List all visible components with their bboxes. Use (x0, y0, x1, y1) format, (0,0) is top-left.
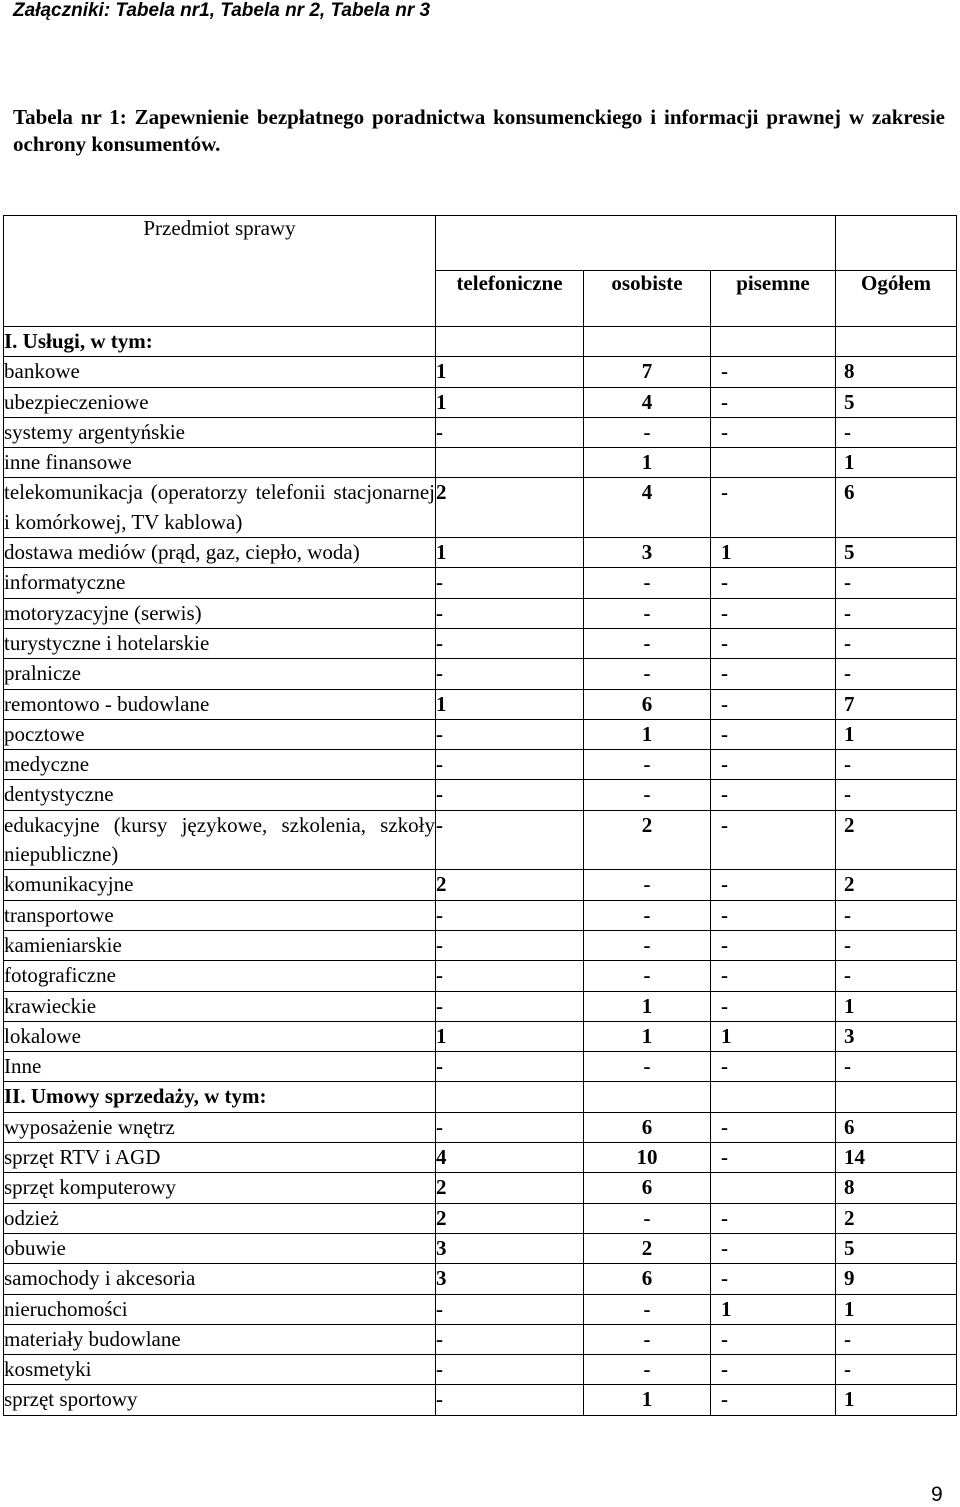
cell-ogolem: - (836, 659, 957, 689)
cell-telefoniczne: - (436, 568, 584, 598)
table-row (4, 448, 957, 478)
row-label: pocztowe (4, 719, 436, 749)
cell-osobiste: 6 (584, 1264, 711, 1294)
table-caption: Tabela nr 1: Zapewnienie bezpłatnego poradnictwa konsumenckiego i informacji prawnej w zakresie ochrony konsumentów. (13, 105, 945, 156)
cell-osobiste: 4 (584, 387, 711, 417)
row-label: informatyczne (4, 568, 436, 598)
cell-osobiste: 3 (584, 538, 711, 568)
table-row (4, 1052, 957, 1082)
cell-pisemne: - (711, 417, 836, 447)
table-row (4, 1324, 957, 1354)
cell-telefoniczne: - (436, 991, 584, 1021)
cell-ogolem: 7 (836, 689, 957, 719)
cell-telefoniczne: 1 (436, 538, 584, 568)
cell-ogolem: 14 (836, 1143, 957, 1173)
row-label: sprzęt sportowy (4, 1385, 436, 1415)
column-header-osobiste: osobiste (584, 271, 711, 327)
cell-pisemne: - (711, 780, 836, 810)
cell-osobiste: - (584, 750, 711, 780)
cell-osobiste: - (584, 568, 711, 598)
table-row (4, 1203, 957, 1233)
cell-telefoniczne: 1 (436, 1021, 584, 1051)
cell-telefoniczne (436, 448, 584, 478)
cell-pisemne: - (711, 387, 836, 417)
row-label: Inne (4, 1052, 436, 1082)
cell-pisemne: - (711, 991, 836, 1021)
cell-ogolem: 5 (836, 538, 957, 568)
row-label: pralnicze (4, 659, 436, 689)
cell-pisemne (711, 1173, 836, 1203)
table-row (4, 568, 957, 598)
cell-telefoniczne: - (436, 659, 584, 689)
cell-osobiste: - (584, 598, 711, 628)
cell-ogolem: - (836, 930, 957, 960)
column-header-ogolem: Ogółem (836, 271, 957, 327)
row-label: samochody i akcesoria (4, 1264, 436, 1294)
cell-pisemne: - (711, 1385, 836, 1415)
cell-osobiste: - (584, 1052, 711, 1082)
table-row (4, 628, 957, 658)
cell-osobiste (584, 327, 711, 357)
cell-ogolem: - (836, 1324, 957, 1354)
cell-pisemne: - (711, 719, 836, 749)
column-header-pisemne: pisemne (711, 271, 836, 327)
section-label: I. Usługi, w tym: (4, 327, 436, 357)
cell-pisemne: 1 (711, 1294, 836, 1324)
row-label: wyposażenie wnętrz (4, 1112, 436, 1142)
table-row (4, 478, 957, 538)
cell-telefoniczne: - (436, 780, 584, 810)
cell-osobiste: 2 (584, 1233, 711, 1263)
cell-telefoniczne: 3 (436, 1233, 584, 1263)
cell-ogolem: - (836, 961, 957, 991)
cell-telefoniczne: 3 (436, 1264, 584, 1294)
row-label: lokalowe (4, 1021, 436, 1051)
cell-ogolem: 8 (836, 357, 957, 387)
table-row (4, 1233, 957, 1263)
cell-ogolem: 1 (836, 448, 957, 478)
row-label: bankowe (4, 357, 436, 387)
cell-ogolem: - (836, 417, 957, 447)
table-row (4, 1173, 957, 1203)
header-blank-cell (436, 216, 836, 271)
cell-telefoniczne: - (436, 961, 584, 991)
page-number: 9 (931, 1483, 943, 1506)
row-label: nieruchomości (4, 1294, 436, 1324)
row-label: remontowo - budowlane (4, 689, 436, 719)
table-row (4, 719, 957, 749)
cell-telefoniczne: 1 (436, 387, 584, 417)
section-row (4, 327, 957, 357)
cell-telefoniczne: 2 (436, 870, 584, 900)
row-label: systemy argentyńskie (4, 417, 436, 447)
cell-telefoniczne: 2 (436, 1203, 584, 1233)
cell-pisemne: 1 (711, 1021, 836, 1051)
cell-pisemne: - (711, 870, 836, 900)
row-label: odzież (4, 1203, 436, 1233)
cell-telefoniczne: - (436, 417, 584, 447)
cell-ogolem: - (836, 750, 957, 780)
cell-telefoniczne: - (436, 598, 584, 628)
cell-telefoniczne: - (436, 1052, 584, 1082)
row-label: sprzęt komputerowy (4, 1173, 436, 1203)
cell-pisemne: - (711, 1112, 836, 1142)
table-row (4, 961, 957, 991)
cell-pisemne: - (711, 1233, 836, 1263)
cell-ogolem: 1 (836, 1294, 957, 1324)
cell-pisemne: - (711, 689, 836, 719)
row-label: kosmetyki (4, 1355, 436, 1385)
cell-pisemne: - (711, 961, 836, 991)
cell-ogolem: 1 (836, 991, 957, 1021)
row-label: medyczne (4, 750, 436, 780)
cell-ogolem: 1 (836, 719, 957, 749)
cell-osobiste: 6 (584, 1173, 711, 1203)
cell-osobiste: - (584, 659, 711, 689)
cell-pisemne: - (711, 1355, 836, 1385)
cell-osobiste: 2 (584, 810, 711, 870)
column-header-telefoniczne: telefoniczne (436, 271, 584, 327)
row-label: fotograficzne (4, 961, 436, 991)
cell-osobiste: - (584, 870, 711, 900)
cell-osobiste: 1 (584, 448, 711, 478)
cell-osobiste: - (584, 1294, 711, 1324)
cell-ogolem: 2 (836, 1203, 957, 1233)
cell-ogolem: 6 (836, 478, 957, 538)
cell-telefoniczne (436, 1082, 584, 1112)
table-body (4, 327, 957, 1416)
cell-pisemne (711, 1082, 836, 1112)
row-label: obuwie (4, 1233, 436, 1263)
cell-osobiste: - (584, 930, 711, 960)
cell-pisemne: - (711, 1324, 836, 1354)
cell-pisemne: - (711, 478, 836, 538)
consumer-advice-table (3, 215, 957, 1416)
cell-pisemne: 1 (711, 538, 836, 568)
table-row (4, 1021, 957, 1051)
table-row (4, 598, 957, 628)
cell-pisemne: - (711, 750, 836, 780)
cell-pisemne: - (711, 900, 836, 930)
cell-osobiste: - (584, 1203, 711, 1233)
cell-ogolem (836, 1082, 957, 1112)
cell-telefoniczne: - (436, 1112, 584, 1142)
row-label: dostawa mediów (prąd, gaz, ciepło, woda) (4, 538, 436, 568)
cell-ogolem: - (836, 568, 957, 598)
table-row (4, 689, 957, 719)
table-row (4, 538, 957, 568)
section-row (4, 1082, 957, 1112)
cell-pisemne: - (711, 659, 836, 689)
table-row (4, 900, 957, 930)
cell-osobiste: - (584, 417, 711, 447)
cell-pisemne: - (711, 598, 836, 628)
header-blank-cell (836, 216, 957, 271)
table-row (4, 1112, 957, 1142)
cell-pisemne: - (711, 1052, 836, 1082)
cell-ogolem: 5 (836, 387, 957, 417)
section-label: II. Umowy sprzedaży, w tym: (4, 1082, 436, 1112)
cell-ogolem: 1 (836, 1385, 957, 1415)
table-row (4, 1355, 957, 1385)
cell-ogolem: - (836, 628, 957, 658)
cell-osobiste: 1 (584, 991, 711, 1021)
row-label: dentystyczne (4, 780, 436, 810)
cell-pisemne: - (711, 1264, 836, 1294)
cell-pisemne: - (711, 568, 836, 598)
row-label: edukacyjne (kursy językowe, szkolenia, szkoły niepubliczne) (4, 810, 436, 870)
table-row (4, 750, 957, 780)
row-label: turystyczne i hotelarskie (4, 628, 436, 658)
cell-osobiste: - (584, 780, 711, 810)
cell-pisemne: - (711, 628, 836, 658)
cell-osobiste: 6 (584, 1112, 711, 1142)
cell-osobiste: - (584, 628, 711, 658)
cell-telefoniczne: - (436, 900, 584, 930)
table-row (4, 1385, 957, 1415)
cell-ogolem: - (836, 780, 957, 810)
cell-osobiste: 6 (584, 689, 711, 719)
row-label: transportowe (4, 900, 436, 930)
table-row (4, 991, 957, 1021)
cell-telefoniczne: - (436, 1294, 584, 1324)
row-label: sprzęt RTV i AGD (4, 1143, 436, 1173)
cell-ogolem: 3 (836, 1021, 957, 1051)
cell-pisemne: - (711, 930, 836, 960)
table-row (4, 357, 957, 387)
table-row (4, 780, 957, 810)
row-label: telekomunikacja (operatorzy telefonii stacjonarnej i komórkowej, TV kablowa) (4, 478, 436, 538)
cell-telefoniczne: - (436, 719, 584, 749)
cell-osobiste: 1 (584, 719, 711, 749)
cell-telefoniczne: 2 (436, 1173, 584, 1203)
cell-telefoniczne: 2 (436, 478, 584, 538)
cell-pisemne: - (711, 810, 836, 870)
row-label: ubezpieczeniowe (4, 387, 436, 417)
cell-telefoniczne: - (436, 930, 584, 960)
table-row (4, 659, 957, 689)
cell-osobiste: - (584, 900, 711, 930)
table-row (4, 387, 957, 417)
table-row (4, 417, 957, 447)
table-row (4, 1294, 957, 1324)
row-label: kamieniarskie (4, 930, 436, 960)
cell-ogolem: - (836, 1052, 957, 1082)
row-label: komunikacyjne (4, 870, 436, 900)
cell-ogolem (836, 327, 957, 357)
cell-ogolem: - (836, 1355, 957, 1385)
row-label: krawieckie (4, 991, 436, 1021)
cell-pisemne (711, 448, 836, 478)
cell-pisemne (711, 327, 836, 357)
table-row (4, 870, 957, 900)
cell-ogolem: - (836, 598, 957, 628)
cell-osobiste: - (584, 961, 711, 991)
cell-osobiste: - (584, 1324, 711, 1354)
cell-ogolem: 9 (836, 1264, 957, 1294)
cell-telefoniczne (436, 327, 584, 357)
cell-osobiste: - (584, 1355, 711, 1385)
cell-pisemne: - (711, 1203, 836, 1233)
cell-osobiste (584, 1082, 711, 1112)
table-row (4, 1264, 957, 1294)
cell-telefoniczne: 4 (436, 1143, 584, 1173)
cell-pisemne: - (711, 1143, 836, 1173)
table-row (4, 930, 957, 960)
cell-ogolem: 5 (836, 1233, 957, 1263)
cell-telefoniczne: - (436, 628, 584, 658)
table-row (4, 1143, 957, 1173)
row-label: inne finansowe (4, 448, 436, 478)
header-row-top (4, 216, 957, 271)
cell-osobiste: 4 (584, 478, 711, 538)
cell-ogolem: - (836, 900, 957, 930)
cell-pisemne: - (711, 357, 836, 387)
table-row (4, 810, 957, 870)
cell-telefoniczne: - (436, 1355, 584, 1385)
cell-telefoniczne: 1 (436, 357, 584, 387)
cell-osobiste: 10 (584, 1143, 711, 1173)
cell-ogolem: 2 (836, 810, 957, 870)
subject-header: Przedmiot sprawy (4, 216, 436, 327)
row-label: materiały budowlane (4, 1324, 436, 1354)
cell-ogolem: 6 (836, 1112, 957, 1142)
row-label: motoryzacyjne (serwis) (4, 598, 436, 628)
cell-telefoniczne: - (436, 810, 584, 870)
cell-telefoniczne: - (436, 1324, 584, 1354)
cell-telefoniczne: - (436, 1385, 584, 1415)
cell-telefoniczne: 1 (436, 689, 584, 719)
cell-ogolem: 8 (836, 1173, 957, 1203)
attachments-title: Załączniki: Tabela nr1, Tabela nr 2, Tabela nr 3 (13, 0, 431, 21)
cell-ogolem: 2 (836, 870, 957, 900)
cell-telefoniczne: - (436, 750, 584, 780)
cell-osobiste: 1 (584, 1385, 711, 1415)
cell-osobiste: 7 (584, 357, 711, 387)
cell-osobiste: 1 (584, 1021, 711, 1051)
